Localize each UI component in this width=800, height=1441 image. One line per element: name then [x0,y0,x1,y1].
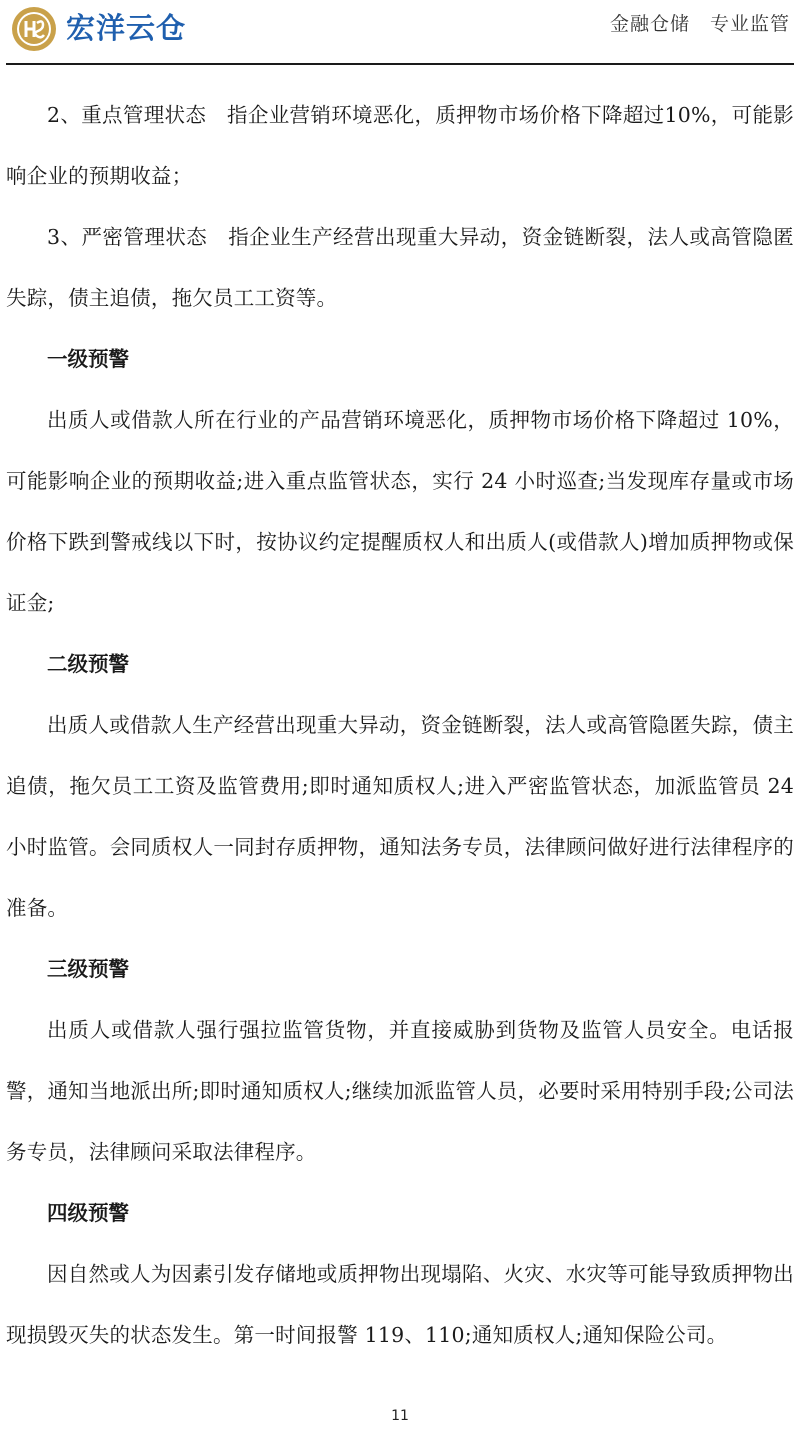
page-header [0,0,800,64]
heading-level-3-warning: 三级预警 [47,957,129,981]
document-body [6,85,794,1366]
paragraph-strict-management-state: 3、严密管理状态 指企业生产经营出现重大异动，资金链断裂，法人或高管隐匿失踪，债主追债，拖欠员工工资等。 [6,225,794,310]
paragraph-level-4-warning: 因自然或人为因素引发存储地或质押物出现塌陷、火灾、水灾等可能导致质押物出现损毁灭失的状态发生。第一时间报警 119、110;通知质权人;通知保险公司。 [6,1262,794,1347]
paragraph-level-1-warning: 出质人或借款人所在行业的产品营销环境恶化，质押物市场价格下降超过 10%，可能影响企业的预期收益;进入重点监管状态，实行 24 小时巡查;当发现库存量或市场价格下跌到警戒线以下时，按协议约定提醒质权人和出质人(或借款人)增加质押物或保证金; [6,408,794,615]
brand-name: 宏洋云仓 [66,11,187,45]
heading-level-4-warning: 四级预警 [47,1201,129,1225]
paragraph-level-3-warning: 出质人或借款人强行强拉监管货物，并直接威胁到货物及监管人员安全。电话报警，通知当地派出所;即时通知质权人;继续加派监管人员，必要时采用特别手段;公司法务专员，法律顾问采取法律程序。 [6,1018,794,1164]
paragraph-key-management-state: 2、重点管理状态 指企业营销环境恶化，质押物市场价格下降超过10%，可能影响企业的预期收益； [6,103,794,188]
page-number: 11 [391,1408,409,1424]
header-divider [6,63,794,65]
heading-level-2-warning: 二级预警 [47,652,129,676]
company-logo-icon [10,5,58,53]
paragraph-level-2-warning: 出质人或借款人生产经营出现重大异动，资金链断裂，法人或高管隐匿失踪，债主追债，拖欠员工工资及监管费用;即时通知质权人;进入严密监管状态，加派监管员 24 小时监管。会同质权人一同封存质押物，通知法务专员，法律顾问做好进行法律程序的准备。 [6,713,794,920]
header-slogan: 金融仓储 专业监管 [609,13,790,35]
heading-level-1-warning: 一级预警 [47,347,129,371]
